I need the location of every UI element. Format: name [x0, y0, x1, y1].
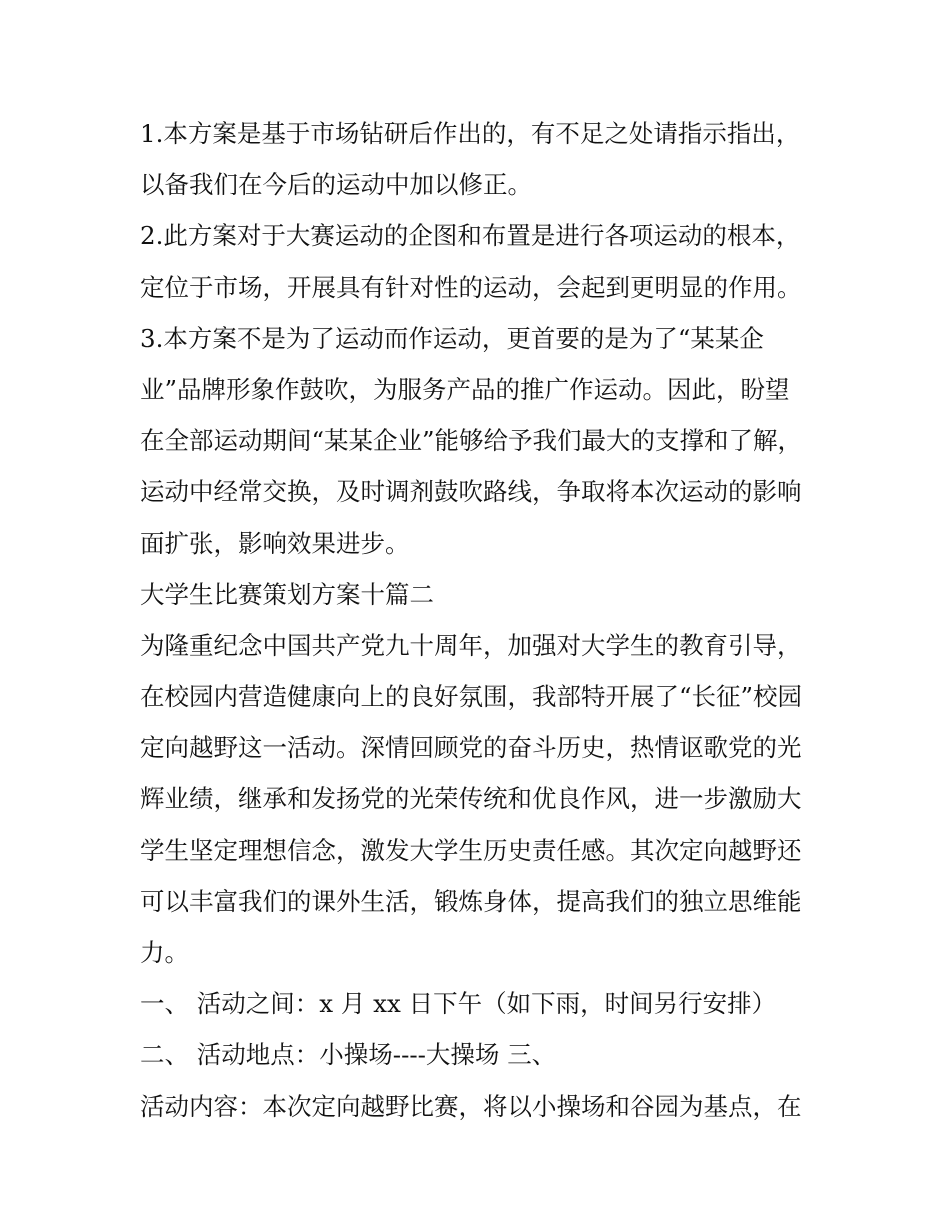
text-line: 辉业绩，继承和发扬党的光荣传统和优良作风，进一步激励大: [140, 784, 802, 814]
list-item-time: 一、 活动之间：x 月 xx 日下午（如下雨，时间另行安排）: [140, 989, 777, 1019]
document-body: [140, 108, 820, 1132]
text-line: 面扩张，影响效果进步。: [140, 528, 410, 558]
text-line: 运动中经常交换，及时调剂鼓吹路线，争取将本次运动的影响: [140, 477, 802, 507]
text-line: 为隆重纪念中国共产党九十周年，加强对大学生的教育引导，: [140, 630, 802, 660]
text-line: 在校园内营造健康向上的良好氛围，我部特开展了“长征”校园: [140, 682, 803, 712]
text-line: 定向越野这一活动。深情回顾党的奋斗历史，热情讴歌党的光: [140, 733, 802, 763]
list-item-content: 活动内容：本次定向越野比赛，将以小操场和谷园为基点，在: [140, 1091, 802, 1121]
text-line: 2.此方案对于大赛运动的企图和布置是进行各项运动的根本，: [140, 221, 801, 251]
text-line: 力。: [140, 938, 189, 967]
text-line: 以备我们在今后的运动中加以修正。: [140, 170, 532, 200]
text-line: 定位于市场，开展具有针对性的运动，会起到更明显的作用。: [140, 272, 802, 302]
text-line: 可以丰富我们的课外生活，锻炼身体，提高我们的独立思维能: [140, 886, 802, 916]
section-heading: 大学生比赛策划方案十篇二: [140, 579, 434, 609]
text-line: 1.本方案是基于市场钻研后作出的，有不足之处请指示指出，: [140, 119, 801, 148]
text-line: 在全部运动期间“某某企业”能够给予我们最大的支撑和了解，: [140, 426, 803, 456]
text-line: 业”品牌形象作鼓吹，为服务产品的推广作运动。因此，盼望: [140, 374, 790, 404]
list-item-location: 二、 活动地点：小操场----大操场 三、: [140, 1040, 557, 1070]
text-line: 学生坚定理想信念，激发大学生历史责任感。其次定向越野还: [140, 835, 802, 865]
text-line: 3.本方案不是为了运动而作运动，更首要的是为了“某某企: [140, 323, 764, 353]
